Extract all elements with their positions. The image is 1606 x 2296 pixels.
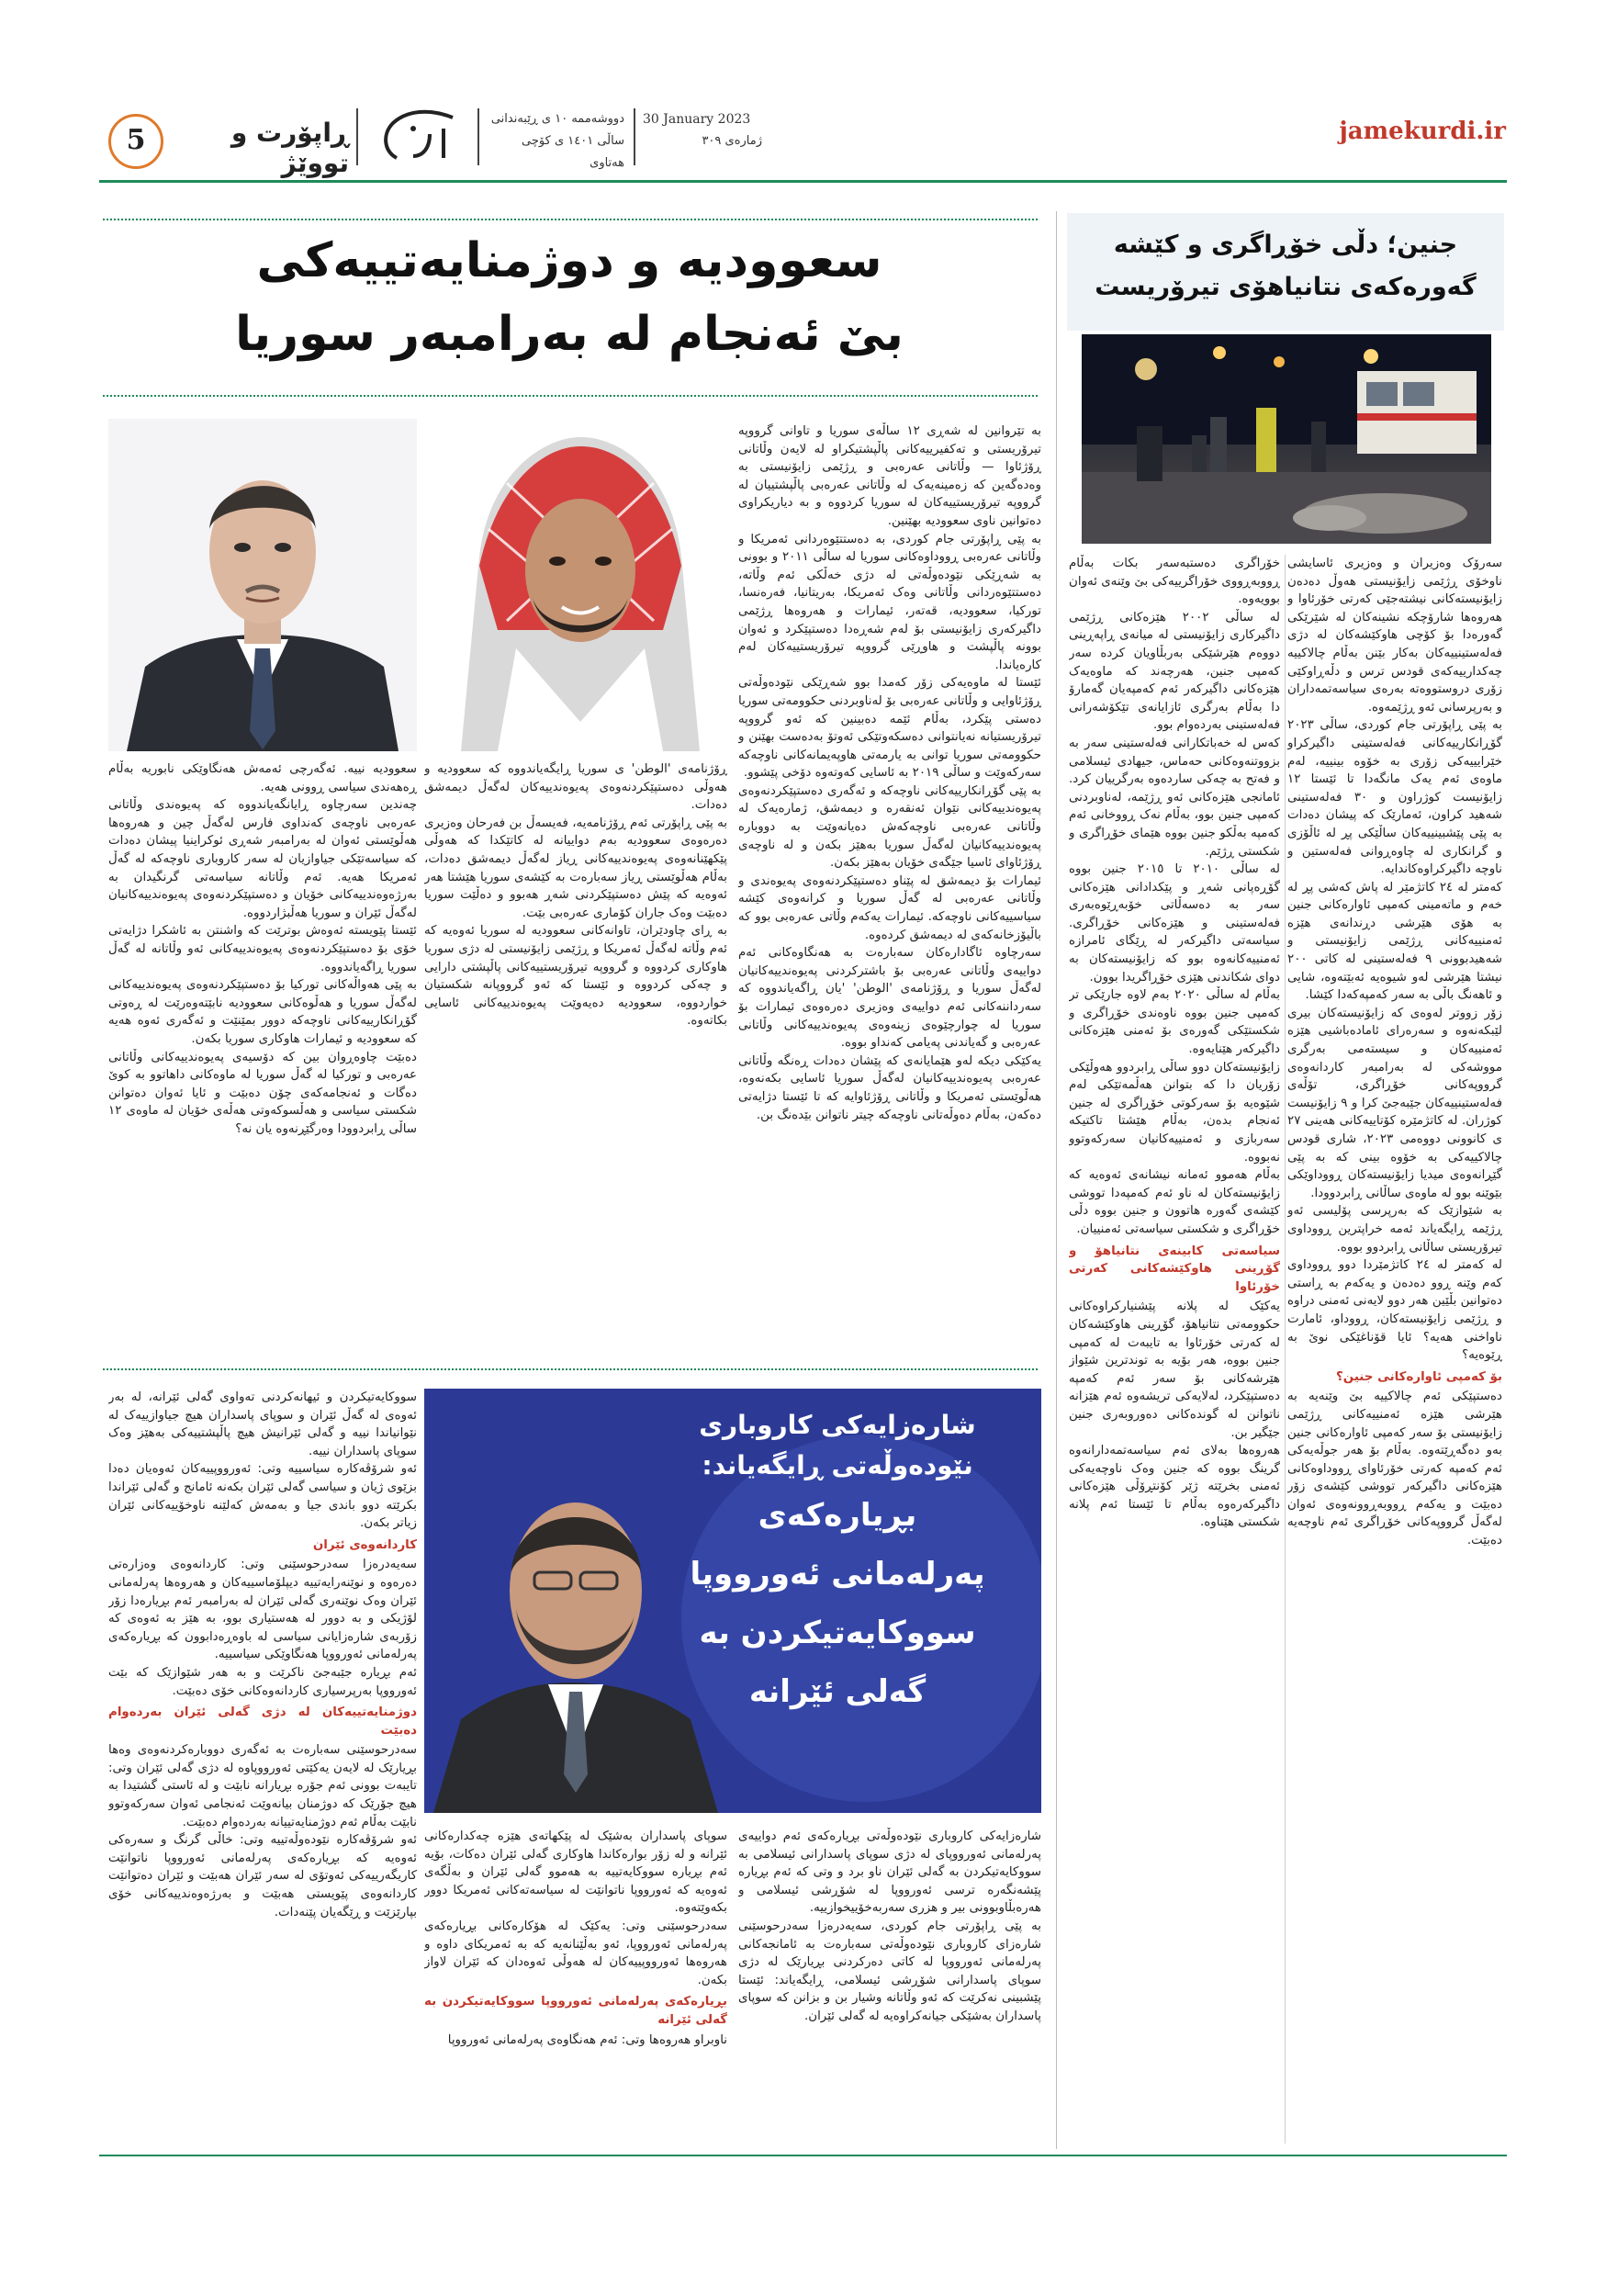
paragraph: بەڵام لە ساڵی ٢٠٢٠ بەم لاوە جارێکی تر کەمپی جنین بووە ناوەندی خۆڕاگری و شکستێکی گەورەی بۆ ئەمنی هێزەکانی داگیرکەر هێنایەوە. [1069, 988, 1280, 1057]
paragraph: کەمتر لە ٢٤ کاتژمێر لە پاش کەشی پڕ لە خەم و ماتەمینی کەمپی ئاوارەکانی جنین بە هۆی هێرشی دڕندانەی هێزە ئەمنییەکانی ڕژێمی زایۆنیستی و شەهیدبوونی ٩ فەلەستینی لە کاتی ٢٠٠ نیشتا هێرشی لەو شیوەیە ئەبێتەوە، شایی و ئاهەنگ باڵی بە سەر کەمپەکەدا کێشا. [1287, 880, 1502, 1003]
paragraph: بە پێی ڕاپۆرتی جام کوردی، سەیەدرەزا سەدرحوسێنی شارەزای کاروباری نێودەوڵەتی سەبارەت بە ئامانجەکانی پەرلەمانی ئەورووپا لە کاتی دەرکردنی بڕیارێک لە دژی سوپای پاسدارانی شۆڕشی ئیسلامی، ڕایگەیاند: ئێستا پێشبینی نەکرێت کە ئەو وڵاتانە وشیار بن و بزانن کە سوپای پاسداران بەشێکی جیانەکراوەیە لە گەلی ئێران. [738, 1919, 1041, 2023]
banner-text [643, 1405, 1032, 1721]
paragraph: ئەو شرۆڤەکارە سیاسییە وتی: ئەورووپییەکان ئەوەیان دەدا بزێوی ژیان و سیاسی گەلی ئێران بکەنە ئامانج و گەلی ئێراندا بکرێتە دوو باندی جیا و بەمەش کەلێنە ناوخۆییەکانی ئێران زیاتر بکەن. [108, 1462, 417, 1531]
paragraph: چەندین سەرچاوە ڕایانگەیاندووە کە پەیوەندی وڵاتانی عەرەبی ناوچەی کەنداوی فارس لەگەڵ چین و هەروەها هەڵوێستی ئەوان لە بەرامبەر شەڕی ئوکراینیا پیشان دەدات کە سیاسەتێکی جیاوازیان لە سەر کاروباری ناوچەکە لە گەڵ ئەمریکا هەیە. ئەم وڵاتانە سیاسەتی گرنگیدان بە بەرژەوەندییەکانی خۆیان و دەستپێکردنەوەی پەیوەندییەکانیان لەگەڵ ئێران و سوریا هەڵبژاردووە. [108, 798, 417, 920]
gregorian-block [643, 108, 762, 152]
side-title-line1: جنین؛ دڵی خۆڕاگری و کێشە [1113, 231, 1458, 259]
paragraph: سەدرحوسێنی سەبارەت بە ئەگەری دووبارەکردنەوەی وەها بڕیارێک لە لایەن یەکێتی ئەورووپاوە لە دژی گەلی ئێران وتی: تایبەت بوونی ئەم جۆرە بڕیارانە نابێت و لە ئاستی گشتیدا بە هیچ جۆرێک کە دوژمنان بیانەوێت ئەنجامی ئەوان سەرکەوتوو نابێت بەڵام ئەم دوژمنایەتییانە بەردەوام دەبێت. [108, 1743, 417, 1829]
subheading: کاردانەوەی ئێران [312, 1537, 417, 1552]
bottom-col-mid [738, 1828, 1041, 2144]
paragraph: بە ڕای چاودێران، تاوانەکانی سعوودیە لە سوریا ئەوەیە کە ئەم وڵاتە لەگەڵ ئەمریکا و ڕژێمی زایۆنیستی لە دژی سوریا هاوکاری کردووە و گرووپە تیرۆریستییەکانی پاڵپشتی دارایی و چەکی کردووە و ئێستا کە ئەو گرووپانە شکستیان خواردووە، سعوودیە دەیەوێت پەیوەندییەکانی ئاسایی بکاتەوە. [424, 924, 727, 1029]
paragraph: بە شێوازێک کە بەرپرسی پۆلیسی ئەو ڕژێمە ڕایگەیاند ئەمە خراپترین ڕووداوی تیرۆریستی ساڵانی ڕابردوو بووە. [1287, 1204, 1502, 1255]
bottom-col-right [108, 1389, 417, 2144]
divider [634, 108, 635, 165]
banner-line: پەرلەمانی ئەورووپا [690, 1556, 985, 1593]
main-col-3 [738, 918, 1041, 1304]
side-photo [1082, 334, 1491, 544]
paragraph: لە ساڵی ٢٠٠٢ هێزەکانی ڕژێمی داگیرکاری زایۆنیستی لە میانەی ڕاپەڕینی دووەم هێرشێکی بەربڵاویان کردە سەر کەمپی جنین، هەرچەند کە ماوەیەک هێزەکانی داگیرکەر ئەم کەمپەیان گەمارۆ دا بەڵام بەرگری ئازایانەی تێکۆشەرانی فەلەستینی بەردەوام بوو. [1069, 610, 1280, 733]
paragraph: بەڵام هەموو ئەمانە نیشانەی ئەوەیە کە زایۆنیستەکان لە ناو ئەم کەمپەدا تووشی کێشەی گەورە هاتوون و جنین بووە دڵی خۆڕاگری و شکستی سیاسەتی ئەمنییان. [1069, 1168, 1280, 1236]
year-line: ساڵی ١٤٠١ ی کۆچی هەتاوی [522, 134, 624, 170]
paragraph: ناوبراو هەروەها وتی: ئەم هەنگاوەی پەرلەمانی ئەورووپا [447, 2032, 727, 2047]
paragraph: سەدرحوسێنی وتی: یەکێک لە هۆکارەکانی بڕیارەکەی پەرلەمانی ئەورووپا، ئەو بەڵێنانەیە کە بە ئەمریکای داوە و هەروەها ئەورووپییەکان لە هەوڵی ئەوەدان کە ئێران لاواز بکەن. [424, 1919, 727, 1987]
paragraph: خۆراگری دەستبەسەر بکات بەڵام ڕووبەڕووی خۆراگرییەکی بێ وێنەی ئەوان بوویەوە. [1069, 557, 1280, 607]
paragraph: هەروەها بەلای ئەم سیاسەتمەدارانەوە گرینگ بووە کە جنین وەک ناوچەیەکی ئەمنی بخرێتە ژێر کۆنتڕۆڵی هێزەکانی داگیرکەرەوە بەڵام تا ئێستا ئەم پلانە شکستی هێناوە. [1069, 1444, 1280, 1530]
paragraph: زایۆنیستەکان دوو ساڵی ڕابردوو هەوڵێکی زۆریان دا کە بتوانن هەڵمەتێکی لەم شێوەیە بۆ سەرکوتی خۆڕاگری لە جنین ئەنجام بدەن، بەڵام هێشتا تاکتیکە سەربازی و ئەمنییەکانیان سەرکەوتوو نەبووە. [1069, 1060, 1280, 1165]
footer-rule [99, 2155, 1507, 2156]
paragraph: سەرچاوە ئاگادارەکان سەبارەت بە هەنگاوەکانی ئەم دواییەی وڵاتانی عەرەبی بۆ باشترکردنی پەیوەندییەکانیان لەگەڵ سوریا و ڕۆژنامەی 'الوطن' 'یان ڕاگەیاندووە کە سەرداننەکانی ئەم دواییەی وەزیری دەرەوەی ئیمارات بۆ سوریا لە چوارچێوەی زینەوەی پەیوەندییەکانی وڵاتانی عەرەبی و گەیاندنی پەیامی کەنداو بووە. [738, 946, 1041, 1051]
paragraph: سعوودیە نییە. ئەگەرچی ئەمەش هەنگاوێکی نابوریە بەڵام ڕەهەندی سیاسی ڕوونی هەیە. [108, 762, 417, 794]
main-col-right [108, 760, 417, 1302]
side-col-a [1287, 555, 1502, 2144]
banner-line: شارەزایەکی کاروباری [699, 1410, 976, 1440]
main-title-line1: سعوودیە و دوژمنایەتییەکی [256, 233, 882, 288]
logo-icon [365, 101, 466, 174]
paragraph: یەکێک لە پلانە پێشنیارکراوەکانی حکوومەتی نتانیاهۆ، گۆڕینی هاوکێشەکان لە کەرتی خۆرئاوا بە تایبەت لە کەمپی جنین بووە، هەر بۆیە بە توندترین شێواز هێرشەکانی بۆ سەر ئەم کەمپە دەستپێکرد، لەلایەکی تریشەوە ئەم هێزانە ناتوانن لە گوندەکانی دەوروبەری جنین جێگیر بن. [1069, 1300, 1280, 1440]
paragraph: سەیەدرەزا سەدرحوسێنی وتی: کاردانەوەی وەزارەتی دەرەوە و نوێنەرایەتییە دیپلۆماسییەکان و هەروەها پەرلەمانی ئێران وەک نوێنەری گەلی ئێران لە بەرامبەر ئەم بڕیارەدا زۆر لۆژیکی و بە دوور لە هەستیاری بوو، بە هێز بە ئەوەی کە زۆربەی شارەزایانی سیاسی لە باوەڕەدابوون کە بڕیارەکەی پەرلەمانی ئەورووپا هەنگاوێکی سیاسییە. [108, 1558, 417, 1662]
side-title-line2: گەورەکەی نتانیاهۆی تیرۆریست [1095, 273, 1477, 301]
main-title [110, 224, 1028, 371]
paragraph: یەکێکی دیکە لەو هێمایانەی کە پێشان دەدات ڕەنگە وڵاتانی عەرەبی پەیوەندییەکانیان لەگەڵ سوریا ئاسایی بکەنەوە، هەڵوێستی ئەمریکا و وڵاتانی ڕۆژئاوایە کە تا ئێستا دژایەتی دەکەن، بەڵام دەوڵەتانی ناوچەکە چیتر ناتوانن بێدەنگ بن. [738, 1053, 1041, 1122]
bottom-dotted-rule [103, 1368, 1038, 1370]
paragraph: بە پێی هەواڵەکانی تورکیا بۆ دەستپێکردنەوەی پەیوەندییەکانی لەگەڵ سوریا و هەڵوەکانی سعوودیە نابێتەوەرێت لە ڕەوتی گۆڕانکارییەکانی ناوچەکە دوور بمێنێت و ئەگەری ئەوە هەیە کە سعوودیە و ئیمارات هاوکاری سوریا بکەن. [108, 978, 417, 1046]
subheading: بۆ کەمپی ئاوارەکانی جنین؟ [1336, 1369, 1502, 1384]
issue-number: ژمارەی ٣٠٩ [702, 134, 762, 148]
portrait-illustration [108, 419, 417, 751]
banner-line: نێودەوڵەتی ڕایگەیاند: [702, 1450, 973, 1480]
main-title-line2: بێ ئەنجام لە بەرامبەر سوریا [235, 307, 904, 362]
subheading: دوژمنایەتییەکان لە دژی گەلی ئێران بەردەوام دەبێت [108, 1705, 417, 1738]
column-divider [1285, 555, 1286, 2144]
paragraph: لە ساڵی ٢٠١٠ تا ٢٠١٥ جنین بووە گۆڕەپانی شەڕ و پێکدادانی هێزەکانی سەر بە دەسەڵاتی خۆبەڕێوەبەری فەلەستینی و هێزەکانی خۆڕاگری. سیاسەتی داگیرکەر لە ڕێگای ئامرازە ئەمنییەکانەوە بوو کە زایۆنیستەکان بە دوای شکاندنی هێزی خۆڕاگریدا بوون. [1069, 862, 1280, 985]
paragraph: دەستپێکی ئەم چالاکییە بێ وێنەیە بە هێرشی هێزە ئەمنییەکانی ڕژێمی زایۆنیستی بۆ سەر کەمپی ئاوارەکانی جنین بەو دەگەڕێتەوە. بەڵام بۆ هەر جوڵەیەکی ئەم کەمپە کەرتی خۆرئاوای ڕووداوەکانی هێزەکانی داگیرکەر تووشی کێشەی زۆر دەبێت و یەکەم ڕووبەڕوونەوەی ئەوان لەگەڵ گرووپەکانی خۆڕاگری ئەم ناوچەیە دەبێت. [1287, 1390, 1502, 1548]
paragraph: بە تێروانین لە شەڕی ١٢ ساڵەی سوریا و تاوانی گرووپە تیرۆریستی و تەکفیرییەکانی پاڵپشتیکراو لە لایەن وڵاتانی ڕۆژئاوا — وڵاتانی عەرەبی و ڕژێمی زایۆنیستی بە وەدەگەین کە زەمینەیەک لە وڵاتانی عەرەبی پاڵپشتییان لە گرووپە تیرۆریستییەکان لە سوریا کردووە و بە دیاریکراوی دەتوانین ناوی سعوودیە بهێنین. [738, 424, 1041, 528]
banner-line: بڕیارەکەی [758, 1497, 917, 1534]
photo-keffiyeh-man [424, 419, 725, 751]
paragraph: ئەو شرۆڤەکارە نێودەوڵەتییە وتی: خاڵی گرنگ و سەرەکی ئەوەیە کە بڕیارەکەی پەرلەمانی ئەورووپا ناتوانێت کاریگەرییەکی ئەوتۆی لە سەر ئێران هەبێت و ئێران دەتوانێت کاردانەوەی پێویستی هەبێت و بەرژەوەندییەکانی خۆی بپارێزێت و ڕێگەیان پێنەدات. [108, 1833, 417, 1919]
side-col-b [1069, 555, 1280, 2144]
divider [356, 108, 358, 165]
main-divider [1056, 211, 1057, 2149]
paragraph: بە پێی گۆڕانکارییەکانی ناوچەکە و ئەگەری دەستپێکردنەوەی پەیوەندییەکانی نێوان ئەنقەرە و دیمەشق، ژمارەیەک لە وڵاتانی عەرەبی ناوچەکەش دەیانەوێت بە دووبارە پەیوەندییەکانیان لەگەڵ سوریا بەهێز بکەن و لە ناوچەی ڕۆژئاوای ئاسیا جێگەی خۆیان بەهێز بکەن. [738, 783, 1041, 871]
gregorian-date: 30 January 2023 [643, 112, 751, 127]
paragraph: بە پێی ڕاپۆرتی جام کوردی، ساڵی ٢٠٢٣ گۆڕانکارییەکانی فەلەستینی داگیرکراو خێرایییەکی زۆری بە خۆوە بینییە، لەم ماوەی ئەم یەک مانگەدا تا ئێستا ١٢ زایۆنیست کوژراون و ٣٠ فەلەستینی شەهید کراون، ئەمارێک کە پیشان دەدات بە پێی پێشبینییەکان ساڵێکی پڕ لە ئاڵۆزی و گرانکاری لە چاوەڕوانی فەلەستین و ناوچە داگیرکراوەکاندایە. [1287, 718, 1502, 877]
divider [477, 108, 479, 165]
banner-line: سووکایەتیکردن بە [699, 1615, 976, 1651]
section-title: ڕاپۆرت و تووێژ [230, 118, 349, 178]
paragraph: سەرۆک وەزیران و وەزیری ئاسایشی ناوخۆی ڕژێمی زایۆنیستی هەوڵ دەدەن زایۆنیستەکانی نیشتەجێی کەرتی خۆرئاوا و هەروەها شارۆچکە نشینەکان لە شێرێکی گەورەدا بۆ کۆچی هاوکێشەکان لە دژی فەلەستینییەکان بەکار بێنن بەڵام چالاکییە چەکدارییەکەی قودس ترس و دڵەڕاوکێی زۆری دروستووەتە بەرەی سیاسەتمەداران و بەرپرسانی ئەو ڕژێمەوە. [1287, 557, 1502, 715]
subheading: سیاسەتی کابینەی نتانیاهۆ و گۆڕینی هاوکێشەکانی کەرتی خۆرئاوا [1069, 1244, 1280, 1294]
paragraph: ئیمارات بۆ دیمەشق لە پێناو دەستپێکردنەوەی پەیوەندی و وڵاتانی عەرەبی لە گەڵ سوریا و کرانەوەی کێشە سیاسییەکانی ناوچەکە. ئیمارات یەکەم وڵاتی عەرەبی بوو کە باڵیۆزخانەکەی لە دیمەشق کردەوە. [738, 873, 1041, 942]
portrait-illustration [424, 419, 725, 751]
subheading: بڕیارەکەی پەرلەمانی ئەورووپا سووکایەتیکردن بە گەلی ئێرانە [424, 1995, 727, 2027]
side-title [1074, 224, 1497, 309]
paragraph: ئێستا لە ماوەیەکی زۆر کەمدا بوو شەڕێکی نێودەوڵەتی ڕۆژئاوایی و وڵاتانی عەرەبی بۆ لەناوبردنی حکوومەتی سوریا دەستی پێکرد، بەڵام ئێمە دەبینین کە ئەو گرووپە تیرۆریستیانە نەیانتوانی دەسکەوتێکی ئەوتۆ بەدەست بهێنن و حکوومەتی سوریا توانی بە یارمەتی هاوپەیمانەکانی ناوچەکە سەرکەوێت و ساڵی ٢٠١٩ بە ئاسایی کەوتەوە دۆخی پێشوو. [738, 676, 1041, 781]
website-link[interactable]: jamekurdi.ir [1339, 118, 1506, 145]
newspaper-logo [365, 101, 466, 174]
paragraph: بە پێی ڕاپۆرتی ئەم ڕۆژنامەیە، فەیسەڵ بن فەرحان وەزیری دەرەوەی سعوودیە بەم دواییانە لە کاتێکدا کە هەوڵی پێکهێنانەوەی پەیوەندییەکانی ڕیاز لەگەڵ دیمەشق دەدات، بەڵام هەڵوێستی ڕیاز سەبارەت بە کێشەی سوریا هێشتا هەر ئەوەیە کە پێش دەستپێکردنی شەڕ هەبوو و دەڵێت سوریا دەبێت وەک جاران کۆماری عەرەبی بێت. [424, 816, 727, 920]
logo-text [365, 156, 370, 157]
top-dotted-rule [103, 219, 1038, 220]
paragraph: کەس لە خەباتکارانی فەلەستینی سەر بە بزووتنەوەکانی حەماس، جیهادی ئیسلامی و فەتح بە چەکی ساردەوە بەرگرییان کرد. ئامانجی هێزەکانی ئەو ڕژێمە، لەناوبردنی کەمپی جنین بوو، بەڵام نەک ڕووخانی ئەم کەمپە بەڵکو جنین بووە هێمای خۆڕاگری و شکستی ڕژێم. [1069, 736, 1280, 859]
paragraph: زۆر زووتر لەوەی کە زایۆنیستەکان بیری لێبکەنەوە و سەرەرای ئامادەباشیی هێزە ئەمنییەکان و سیستەمی بەرگری مووشەکی لە بەرامبەر کاردانەوەی گرووپەکانی خۆڕاگری، تۆڵەی فەلەستینییەکان جێبەجێ کرا و ٩ زایۆنیست کوژران. لە کاتژمێرە کۆتاییەکانی هەینی ٢٧ ی کانوونی دووەمی ٢٠٢٣، شاری قودس چالاکییەکی بە خۆوە بینی کە بە پێی گێڕانەوەی میدیا زایۆنیستەکان ڕووداوێکی بێوێنە بوو لە ماوەی ساڵانی ڕابردوودا. [1287, 1006, 1502, 1200]
paragraph: لە کەمتر لە ٢٤ کاتژمێردا دوو ڕووداوی کەم وێنە ڕوو دەدەن و یەکەم بە ڕاستی دەتوانین بڵێین هەر دوو لایەنی ئەمنی دراوە و ڕژێمی زایۆنیستەکان، ڕووداو، ئامارت ناواخنی هەیە؟ ئایا قۆناغێکی نوێ بە ڕێوەیە؟ [1287, 1258, 1502, 1363]
page-number-badge: 5 [108, 114, 163, 169]
paragraph: بە پێی ڕاپۆرتی جام کوردی، بە دەستتێوەردانی ئەمریکا و وڵاتانی عەرەبی ڕووداوەکانی سوریا لە ساڵی ٢٠١١ و بوونی بە شەڕێکی نێودەوڵەتی لە دژی خەڵکی ئەم وڵاتە، دەستتێوەردانی وڵاتانی وەک ئەمریکا، بەریتانیا، فەرەنسا، تورکیا، سعوودیە، قەتەر، ئیمارات و هەروەها ڕژێمی داگیرکەری زایۆنیستی بۆ لەم شەڕەدا دەستپێکرد و ئەوان بوونە پاڵپشت و هاوڕێی گرووپە تیرۆریستییەکان لەم کارەیاندا. [738, 532, 1041, 672]
paragraph: دەبێت چاوەڕوان بین کە دۆسیەی پەیوەندییەکانی وڵاتانی عەرەبی و تورکیا لە گەڵ سوریا لە ماوەکانی داهاتوو بە کوێ دەگات و ئەنجامەکەی چۆن دەبێت و ئایا ئەوان دەتوانن شکستی سیاسی و هەڵسوکەوتی هەڵەی خۆیان لە ماوەی ١٢ ساڵی ڕابردوودا وەرگێڕنەوە یان نە؟ [108, 1050, 417, 1136]
date-block [487, 108, 624, 174]
header-rule [99, 180, 1507, 183]
paragraph: ئەم بڕیارە جێبەجێ ناکرێت و بە هەر شێوازێک کە بێت ئەورووپا بەرپرسیاری کاردانەوەکانی خۆی دەبێت. [108, 1665, 417, 1698]
main-col-mid2 [424, 760, 727, 1302]
paragraph: ئێستا پێویستە ئەوەش بوترێت کە واشنتن بە ئاشکرا دژایەتی خۆی بۆ دەستپێکردنەوەی پەیوەندییەکانی ئەو وڵاتانە لە گەڵ سوریا ڕاگەیاندووە. [108, 924, 417, 974]
paragraph: ڕۆژنامەی 'الوطن' ی سوریا ڕایگەیاندووە کە سعوودیە و هەوڵی دەستپێکردنەوەی پەیوەندییەکان لەگەڵ دیمەشق دەدات. [424, 762, 727, 813]
banner-line: گەلی ئێرانە [748, 1673, 927, 1710]
paragraph: شارەزایەکی کاروباری نێودەوڵەتی بڕیارەکەی ئەم دواییەی پەرلەمانی ئەورووپای لە دژی سوپای پاسدارانی ئیسلامی بە سووکایەتیکردن بە گەلی ئێران ناو برد و وتی کە ئەم بڕیارە پێشەنگەرە ترسی ئەورووپا لە شۆڕشی ئیسلامی و هەرەبڵاوبوونی بیر و هزری سەربەخۆییخوازییە. [738, 1829, 1041, 1916]
bottom-col-mid2 [424, 1828, 727, 2144]
photo-suit-man [108, 419, 417, 751]
paragraph: سوپای پاسداران بەشێک لە پێکهاتەی هێزە چەکدارەکانی ئێرانە و لە زۆر بوارەکاندا هاوکاری گەلی ئێران دەکات، بۆیە ئەم بڕیارە سووکایەتییە بە هەموو گەلی ئێران و بەڵگەی ئەوەیە کە ئەورووپا ناتوانێت لە سیاسەتەکانی ئەمریکا دوور بکەوێتەوە. [424, 1829, 727, 1916]
paragraph: سووکایەتیکردن و ئیهانەکردنی تەواوی گەلی ئێرانە، لە بەر ئەوەی لە گەڵ ئێران و سوپای پاسداران هیچ جیاوازییەک لە نێوانیاندا نییە و گەلی ئێرانیش هیچ پاڵپشتییەکی بەهێز وەک سوپای پاسداران نییە. [108, 1390, 417, 1458]
title-dotted-rule [103, 395, 1038, 397]
solar-date: دووشەممە ١٠ ی ڕێبەندانی [490, 112, 624, 126]
night-street-image [1082, 334, 1491, 544]
